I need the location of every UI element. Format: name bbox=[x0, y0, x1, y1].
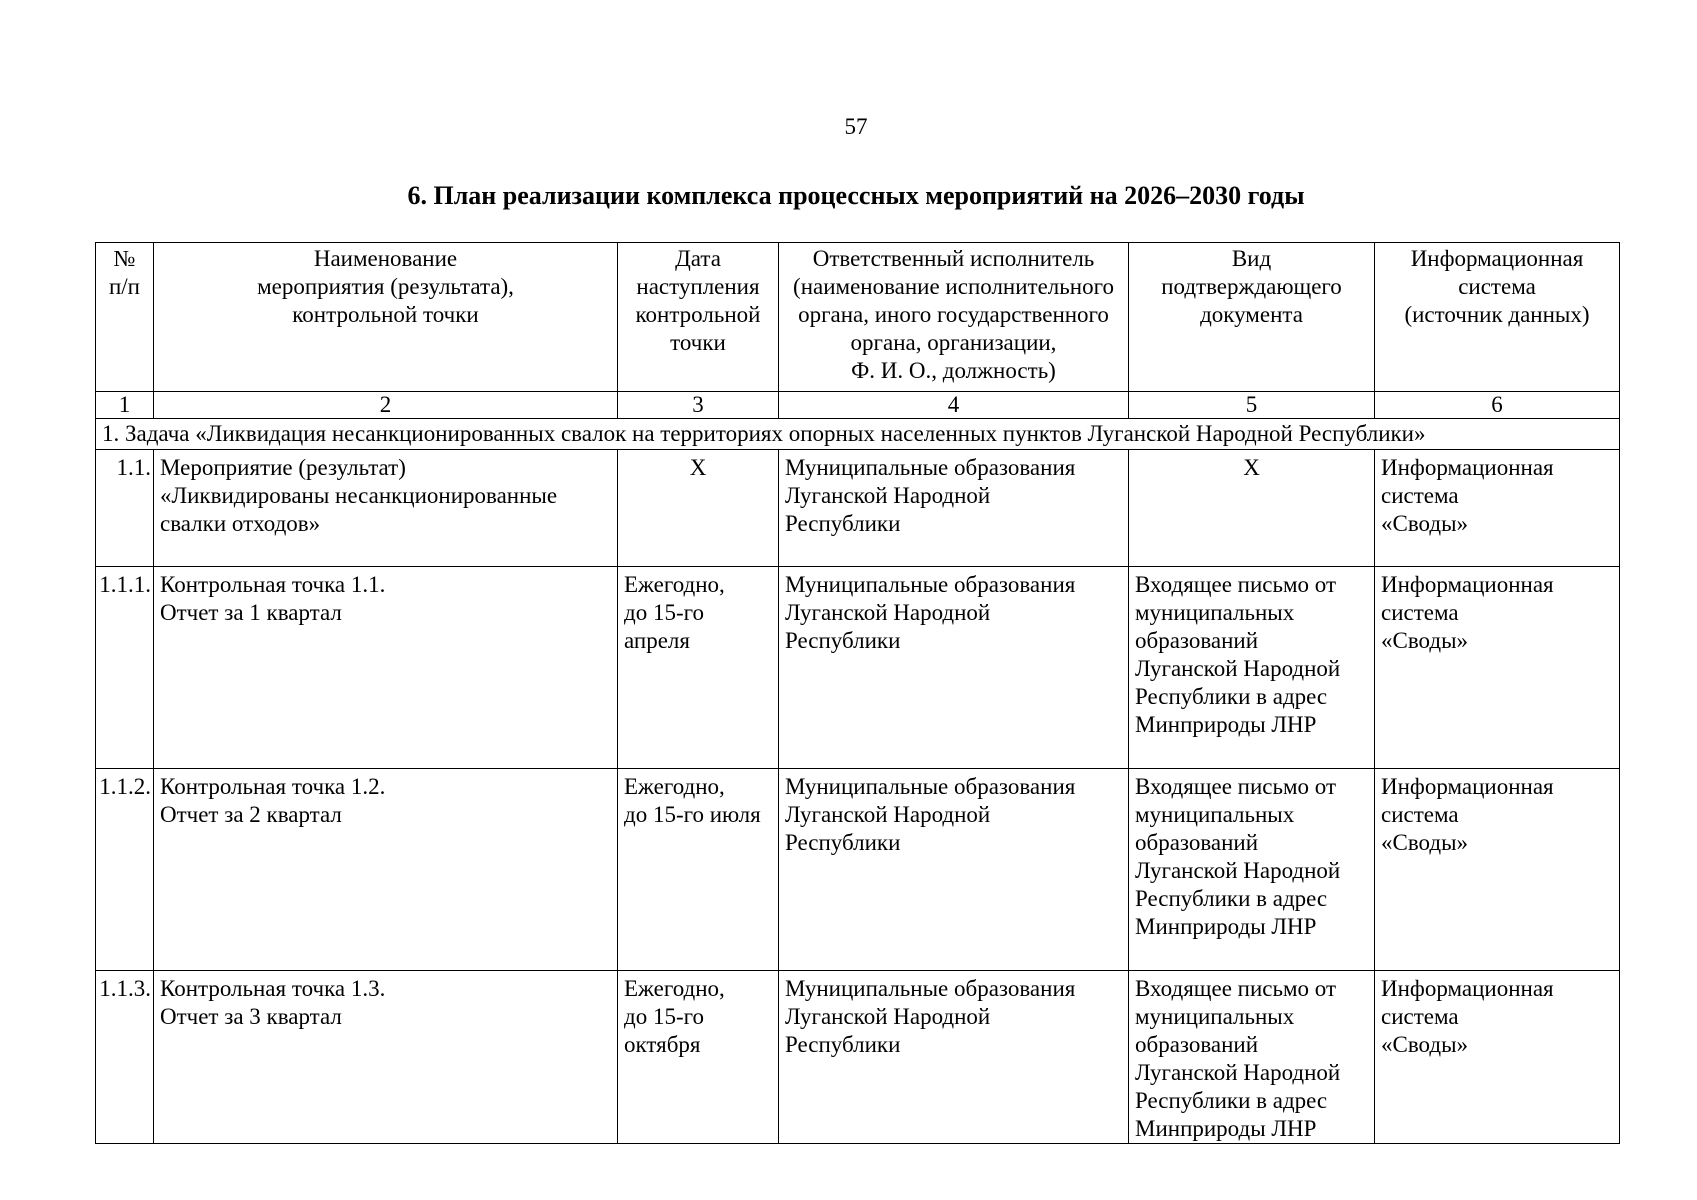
row-system: Информационная система «Своды» bbox=[1375, 769, 1620, 971]
plan-table bbox=[95, 242, 1620, 1144]
header-date: Дата наступления контрольной точки bbox=[618, 243, 779, 392]
row-executor: Муниципальные образования Луганской Народной Республики bbox=[779, 567, 1129, 769]
row-date: Ежегодно, до 15-го октября bbox=[618, 971, 779, 1144]
task-row bbox=[96, 419, 1620, 450]
row-document: Входящее письмо от муниципальных образований Луганской Народной Республики в адрес Минприроды ЛНР bbox=[1129, 769, 1375, 971]
header-executor: Ответственный исполнитель (наименование исполнительного органа, иного государственного органа, организации, Ф. И. О., должность) bbox=[779, 243, 1129, 392]
row-executor: Муниципальные образования Луганской Народной Республики bbox=[779, 769, 1129, 971]
row-date: Ежегодно, до 15-го апреля bbox=[618, 567, 779, 769]
row-name: Мероприятие (результат) «Ликвидированы несанкционированные свалки отходов» bbox=[154, 450, 618, 567]
table-header-row bbox=[96, 243, 1620, 392]
row-executor: Муниципальные образования Луганской Народной Республики bbox=[779, 450, 1129, 567]
table-row bbox=[96, 567, 1620, 769]
column-numbers-row bbox=[96, 392, 1620, 419]
row-name: Контрольная точка 1.1. Отчет за 1 квартал bbox=[154, 567, 618, 769]
row-system: Информационная система «Своды» bbox=[1375, 567, 1620, 769]
task-title: 1. Задача «Ликвидация несанкционированных свалок на территориях опорных населенных пунктов Луганской Народной Республики» bbox=[96, 419, 1620, 450]
row-number: 1.1.1. bbox=[96, 567, 154, 769]
page-number: 57 bbox=[844, 114, 868, 139]
header-number: № п/п bbox=[96, 243, 154, 392]
row-number: 1.1.2. bbox=[96, 769, 154, 971]
table-row bbox=[96, 971, 1620, 1144]
row-document: Входящее письмо от муниципальных образований Луганской Народной Республики в адрес Минприроды ЛНР bbox=[1129, 567, 1375, 769]
column-number: 5 bbox=[1129, 392, 1375, 419]
column-number: 2 bbox=[154, 392, 618, 419]
row-document: Х bbox=[1129, 450, 1375, 567]
table-row bbox=[96, 769, 1620, 971]
column-number: 4 bbox=[779, 392, 1129, 419]
row-document: Входящее письмо от муниципальных образований Луганской Народной Республики в адрес Минприроды ЛНР bbox=[1129, 971, 1375, 1144]
row-executor: Муниципальные образования Луганской Народной Республики bbox=[779, 971, 1129, 1144]
column-number: 6 bbox=[1375, 392, 1620, 419]
header-name: Наименование мероприятия (результата), контрольной точки bbox=[154, 243, 618, 392]
row-name: Контрольная точка 1.2. Отчет за 2 квартал bbox=[154, 769, 618, 971]
row-number: 1.1.3. bbox=[96, 971, 154, 1144]
row-number: 1.1. bbox=[96, 450, 154, 567]
table-row bbox=[96, 450, 1620, 567]
document-title: 6. План реализации комплекса процессных мероприятий на 2026–2030 годы bbox=[407, 181, 1305, 210]
column-number: 1 bbox=[96, 392, 154, 419]
header-system: Информационная система (источник данных) bbox=[1375, 243, 1620, 392]
row-name: Контрольная точка 1.3. Отчет за 3 квартал bbox=[154, 971, 618, 1144]
row-system: Информационная система «Своды» bbox=[1375, 450, 1620, 567]
row-date: Ежегодно, до 15-го июля bbox=[618, 769, 779, 971]
row-system: Информационная система «Своды» bbox=[1375, 971, 1620, 1144]
column-number: 3 bbox=[618, 392, 779, 419]
row-date: Х bbox=[618, 450, 779, 567]
header-document: Вид подтверждающего документа bbox=[1129, 243, 1375, 392]
